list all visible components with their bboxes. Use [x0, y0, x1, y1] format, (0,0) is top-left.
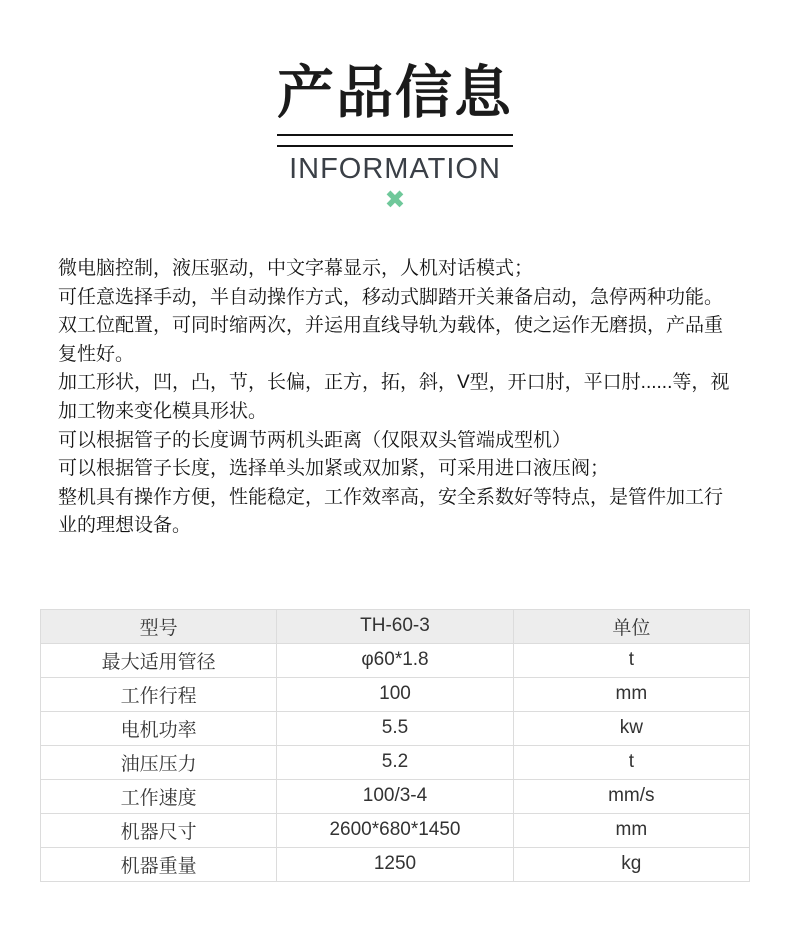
table-cell-label: 最大适用管径 — [41, 643, 277, 677]
table-cell-value: 1250 — [277, 847, 513, 881]
table-cell-unit: mm — [513, 813, 749, 847]
table-cell-label: 工作速度 — [41, 779, 277, 813]
table-row — [41, 813, 750, 847]
table-cell-unit: kw — [513, 711, 749, 745]
table-cell-unit: mm — [513, 677, 749, 711]
page-title: 产品信息 — [277, 61, 513, 125]
table-cell-label: 工作行程 — [41, 677, 277, 711]
description-paragraph: 微电脑控制，液压驱动，中文字幕显示，人机对话模式； — [58, 258, 534, 279]
title-rule-top — [277, 134, 513, 136]
description-paragraph: 可以根据管子的长度调节两机头距离（仅限双头管端成型机） — [58, 429, 572, 451]
description-paragraph: 整机具有操作方便，性能稳定，工作效率高，安全系数好等特点，是管件加工行业的理想设备。 — [58, 486, 724, 537]
spec-table — [40, 609, 750, 882]
table-cell-label: 机器重量 — [41, 847, 277, 881]
table-cell-value: 100/3-4 — [277, 779, 513, 813]
table-cell-label: 机器尺寸 — [41, 813, 277, 847]
table-cell-value: 2600*680*1450 — [277, 813, 513, 847]
table-row — [41, 677, 750, 711]
table-row — [41, 779, 750, 813]
table-cell-unit: t — [513, 643, 749, 677]
title-rule-bottom — [277, 145, 513, 147]
title-underline — [277, 134, 513, 147]
table-header-cell-unit: 单位 — [513, 609, 749, 643]
table-row — [41, 745, 750, 779]
description-paragraph: 加工形状，凹，凸，节，长偏，正方，拓，斜，V型，开口肘，平口肘......等，视加工物来变化模具形状。 — [58, 372, 730, 422]
table-row — [41, 643, 750, 677]
table-row — [41, 847, 750, 881]
page-subtitle: INFORMATION — [289, 153, 501, 185]
table-cell-label: 油压压力 — [41, 745, 277, 779]
description-paragraph: 可任意选择手动，半自动操作方式，移动式脚踏开关兼备启动，急停两种功能。 — [58, 286, 724, 308]
decorative-x-icon: ✖ — [384, 186, 406, 214]
table-cell-label: 电机功率 — [41, 711, 277, 745]
table-cell-unit: mm/s — [513, 779, 749, 813]
description-paragraph: 双工位配置，可同时缩两次，并运用直线导轨为载体，使之运作无磨损，产品重复性好。 — [58, 315, 724, 365]
table-cell-value: 100 — [277, 677, 513, 711]
description-paragraph: 可以根据管子长度，选择单头加紧或双加紧，可采用进口液压阀； — [58, 458, 610, 480]
table-cell-unit: kg — [513, 847, 749, 881]
table-row — [41, 711, 750, 745]
table-cell-unit: t — [513, 745, 749, 779]
table-header-row — [41, 609, 750, 643]
section-header — [0, 0, 790, 213]
table-header-cell-model: 型号 — [41, 609, 277, 643]
table-header-cell-value: TH-60-3 — [277, 609, 513, 643]
table-cell-value: φ60*1.8 — [277, 643, 513, 677]
table-cell-value: 5.5 — [277, 711, 513, 745]
table-cell-value: 5.2 — [277, 745, 513, 779]
product-description — [58, 255, 732, 541]
